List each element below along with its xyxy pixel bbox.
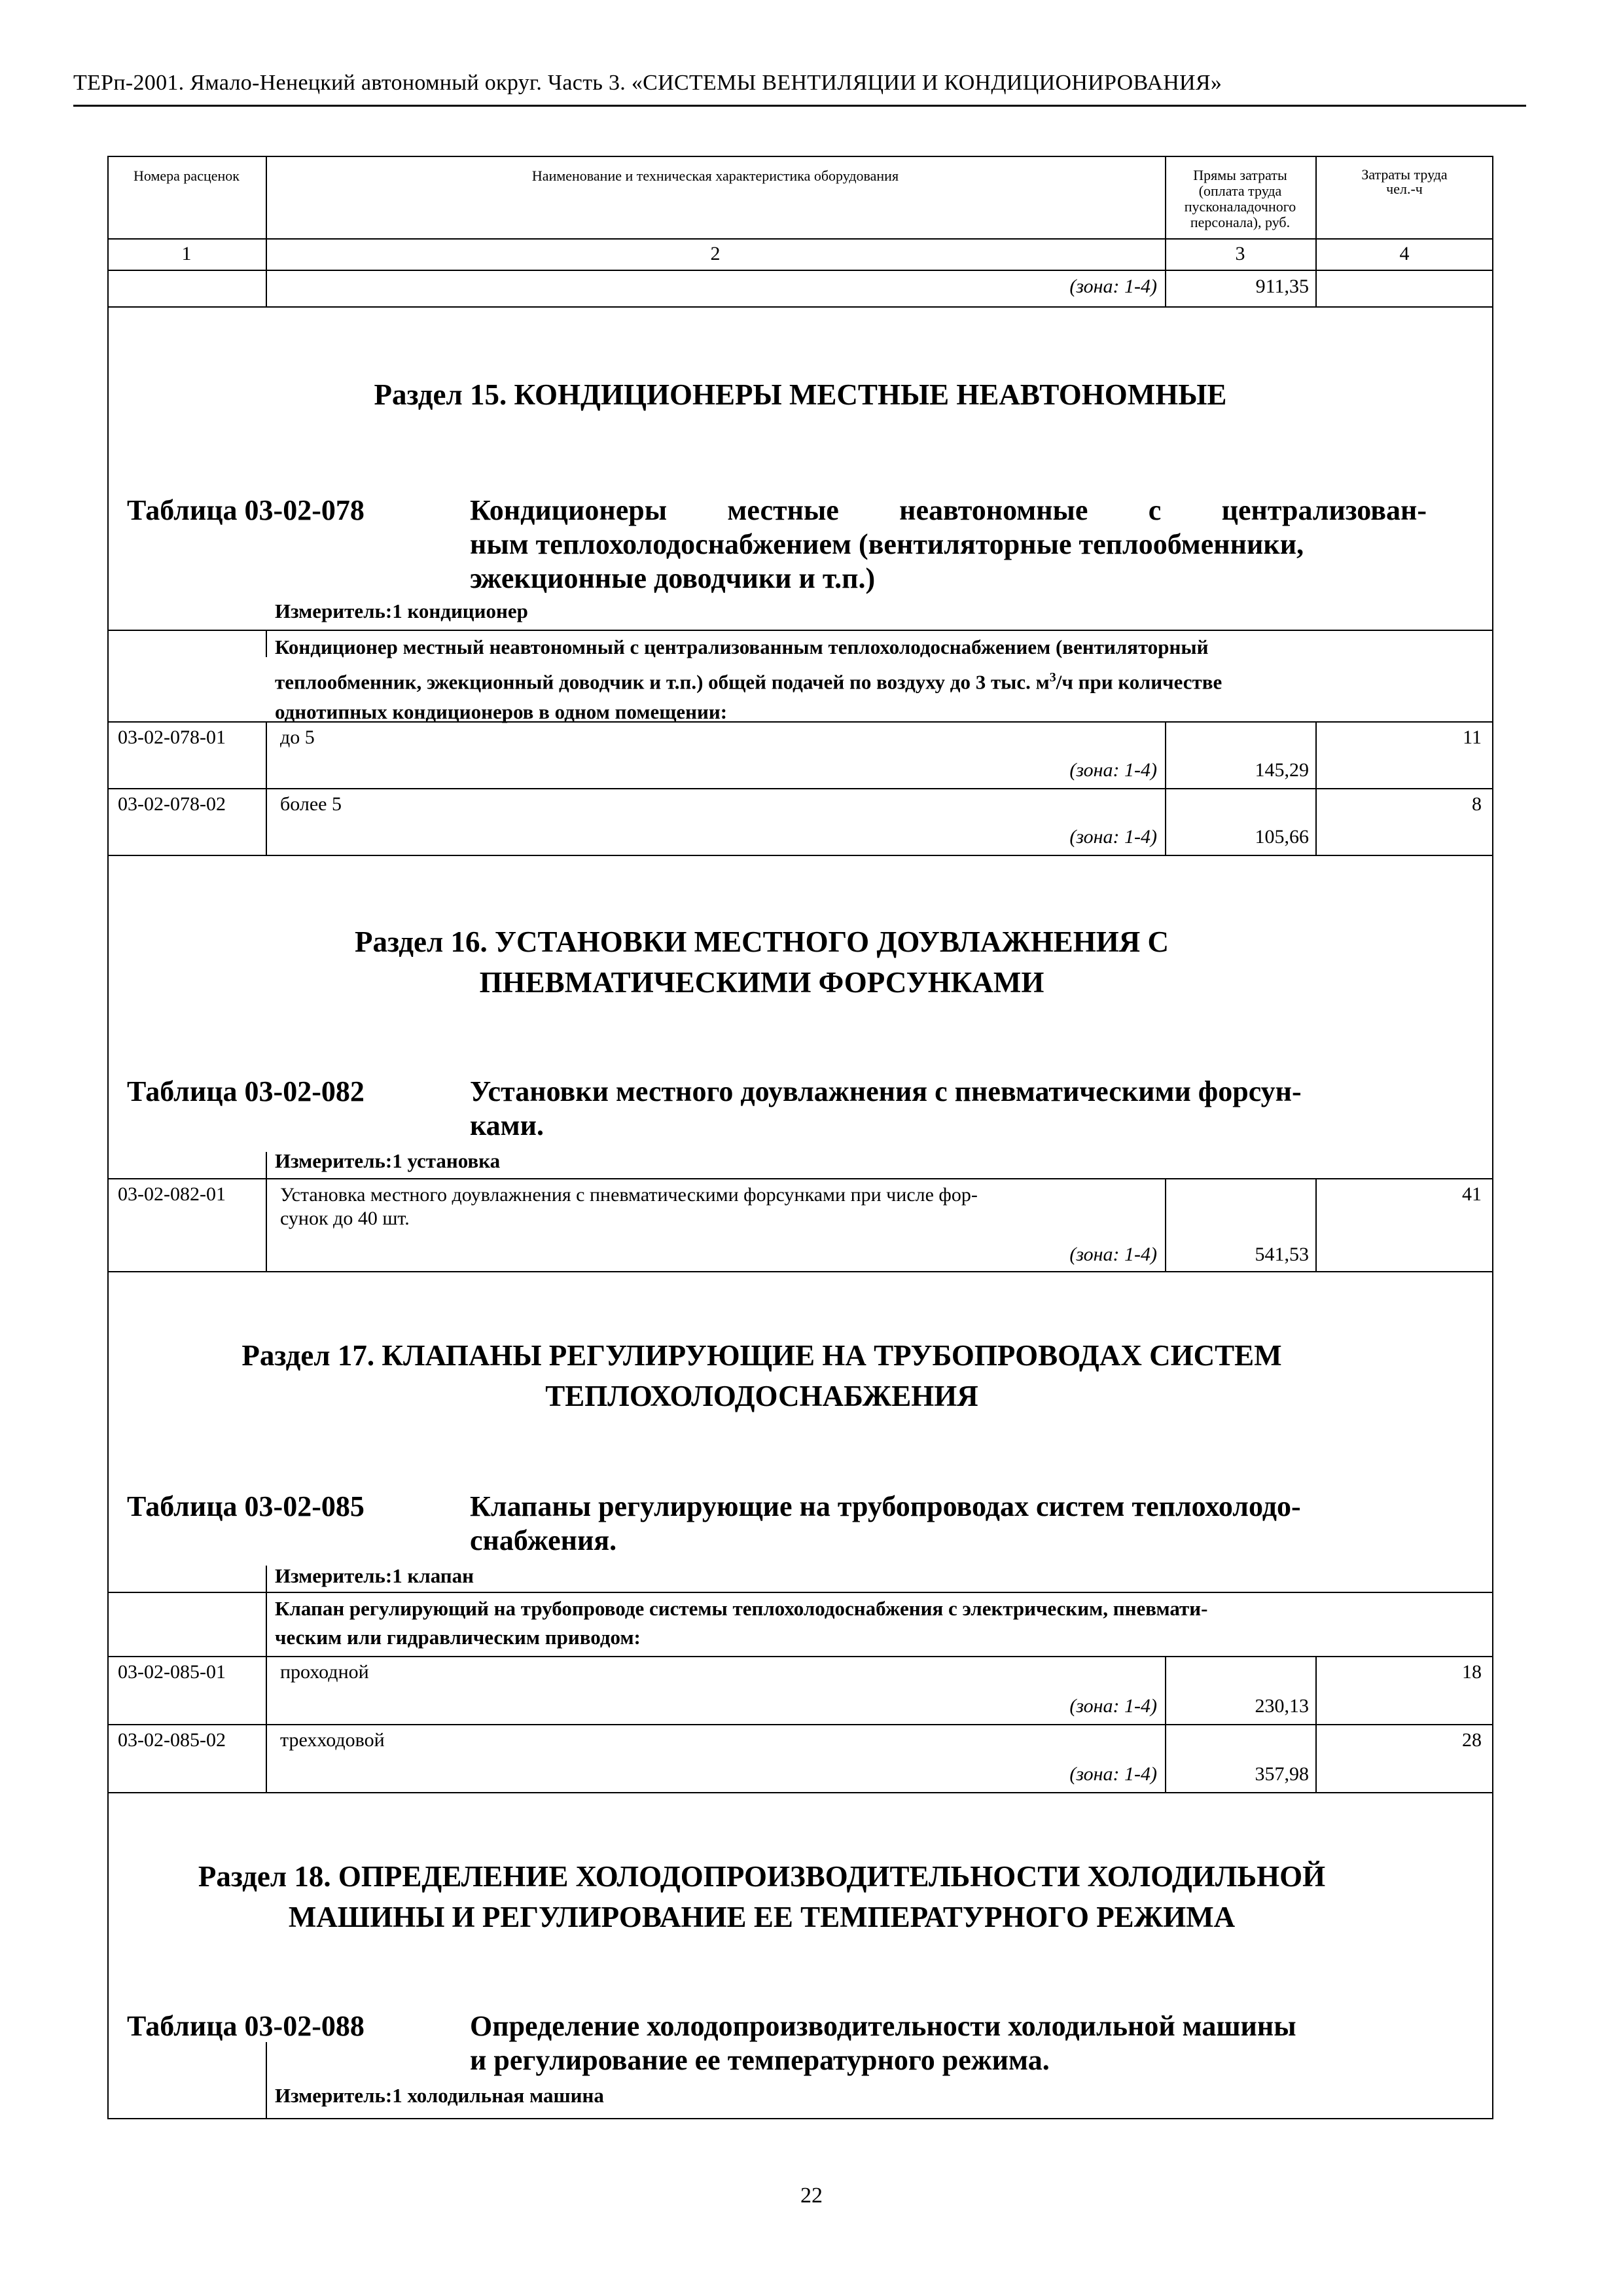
section-title-line: ПНЕВМАТИЧЕСКИМИ ФОРСУНКАМИ: [479, 966, 1044, 999]
col-header-line: Затраты труда: [1361, 166, 1448, 183]
section-title-line: Раздел 17. КЛАПАНЫ РЕГУЛИРУЮЩИЕ НА ТРУБОПРОВОДАХ СИСТЕМ: [241, 1339, 1282, 1372]
section-title-line: МАШИНЫ И РЕГУЛИРОВАНИЕ ЕЕ ТЕМПЕРАТУРНОГО РЕЖИМА: [288, 1901, 1236, 1933]
direct-cost: 541,53: [1255, 1244, 1309, 1265]
table-title-line: снабжения.: [470, 1524, 617, 1556]
zone-label: (зона: 1-4): [1069, 1763, 1157, 1785]
rule: [107, 1592, 1493, 1593]
zone-label: (зона: 1-4): [1069, 826, 1157, 848]
col-header-name: Наименование и техническая характеристика оборудования: [531, 168, 899, 184]
labor-cost: 18: [1462, 1661, 1482, 1683]
section-title-line: ТЕПЛОХОЛОДОСНАБЖЕНИЯ: [545, 1380, 978, 1412]
direct-cost: 145,29: [1255, 759, 1309, 781]
col-number-4: 4: [1399, 243, 1410, 264]
measure-unit: Измеритель:1 кондиционер: [275, 600, 528, 622]
zone-label: (зона: 1-4): [1069, 1695, 1157, 1717]
rate-code: 03-02-085-01: [118, 1661, 226, 1683]
col-header-line: пусконаладочного: [1184, 198, 1296, 215]
labor-cost: 11: [1463, 726, 1482, 748]
section-title-line: Раздел 16. УСТАНОВКИ МЕСТНОГО ДОУВЛАЖНЕНИЯ С: [354, 925, 1169, 958]
table-title: [470, 1075, 1302, 1143]
table-title: [470, 2009, 1296, 2077]
col-rule: [266, 2042, 267, 2119]
measure-unit: Измеритель:1 клапан: [275, 1564, 474, 1587]
rate-name: трехходовой: [280, 1729, 385, 1751]
col-number-1: 1: [181, 243, 192, 264]
labor-cost: 28: [1462, 1729, 1482, 1751]
rule: [107, 238, 1493, 240]
rule: [107, 1178, 1493, 1179]
rate-code: 03-02-078-02: [118, 793, 226, 815]
rule: [107, 1724, 1493, 1725]
rate-name: [280, 1183, 978, 1230]
rate-code: 03-02-085-02: [118, 1729, 226, 1751]
page-number: 22: [800, 2183, 823, 2208]
col-header-line: Прямы затраты: [1193, 167, 1287, 183]
col-rule: [266, 1566, 267, 1792]
direct-cost: 357,98: [1255, 1763, 1309, 1785]
col-number-2: 2: [710, 243, 721, 264]
labor-cost: 41: [1462, 1183, 1482, 1205]
rate-code: 03-02-078-01: [118, 726, 226, 748]
rate-name: до 5: [280, 726, 315, 748]
group-description: [275, 1594, 1207, 1652]
col-header-direct-costs: [1165, 168, 1315, 230]
desc-line: однотипных кондиционеров в одном помещении:: [275, 700, 728, 724]
col-header-line: персонала), руб.: [1190, 214, 1291, 230]
section-title-line: Раздел 18. ОПРЕДЕЛЕНИЕ ХОЛОДОПРОИЗВОДИТЕЛЬНОСТИ ХОЛОДИЛЬНОЙ: [198, 1860, 1326, 1893]
rule: [107, 855, 1493, 856]
rule: [107, 306, 1493, 308]
col-rule: [266, 630, 267, 657]
labor-cost: 8: [1472, 793, 1482, 815]
col-header-codes: Номера расценок: [134, 168, 240, 184]
section-15-title: Раздел 15. КОНДИЦИОНЕРЫ МЕСТНЫЕ НЕАВТОНОМНЫЕ: [374, 378, 1227, 411]
col-header-line: чел.-ч: [1386, 181, 1423, 197]
table-title-line: Кондиционеры местные неавтономные с централизован-: [470, 494, 1427, 526]
desc-line: Клапан регулирующий на трубопроводе системы теплохолодоснабжения с электрическим, пневмати-: [275, 1597, 1208, 1620]
direct-cost: 105,66: [1255, 826, 1309, 848]
running-header: ТЕРп-2001. Ямало-Ненецкий автономный округ. Часть 3. «СИСТЕМЫ ВЕНТИЛЯЦИИ И КОНДИЦИОНИРОВАНИЯ»: [73, 71, 1222, 95]
prev-cost: 911,35: [1255, 276, 1309, 297]
rule: [107, 1656, 1493, 1657]
table-title-line: Клапаны регулирующие на трубопроводах систем теплохолодо-: [470, 1490, 1301, 1522]
measure-unit: Измеритель:1 установка: [275, 1149, 501, 1172]
zone-label: (зона: 1-4): [1069, 759, 1157, 781]
group-description: [275, 632, 1222, 727]
col-header-line: (оплата труда: [1198, 183, 1282, 199]
rule: [107, 1792, 1493, 1793]
rule: [107, 630, 1493, 631]
table-label: Таблица 03-02-088: [127, 2010, 365, 2042]
rate-name-line: Установка местного доувлажнения с пневматическими форсунками при числе фор-: [280, 1184, 978, 1206]
section-17-title: [107, 1335, 1416, 1416]
table-title-line: ным теплохолодоснабжением (вентиляторные теплообменники,: [470, 528, 1304, 560]
rule: [107, 788, 1493, 789]
header-rule: [73, 105, 1526, 107]
measure-unit: Измеритель:1 холодильная машина: [275, 2084, 604, 2107]
rate-name: проходной: [280, 1661, 369, 1683]
desc-line: ческим или гидравлическим приводом:: [275, 1626, 641, 1649]
col-number-3: 3: [1235, 243, 1245, 264]
table-title: [470, 493, 1427, 596]
section-18-title: [107, 1856, 1416, 1937]
desc-line: теплообменник, эжекционный доводчик и т.п.) общей подачей по воздуху до 3 тыс. $м^3/ч$ при количестве: [275, 670, 1222, 694]
rate-name: более 5: [280, 793, 342, 815]
table-title-line: ками.: [470, 1109, 544, 1141]
rate-code: 03-02-082-01: [118, 1183, 226, 1205]
table-label: Таблица 03-02-078: [127, 494, 365, 526]
rule: [107, 1271, 1493, 1272]
desc-line: Кондиционер местный неавтономный с централизованным теплохолодоснабжением (вентиляторный: [275, 636, 1209, 658]
table-title: [470, 1490, 1301, 1558]
table-label: Таблица 03-02-085: [127, 1490, 365, 1522]
table-label: Таблица 03-02-082: [127, 1075, 365, 1107]
rate-name-line: сунок до 40 шт.: [280, 1208, 410, 1229]
table-title-line: Установки местного доувлажнения с пневматическими форсун-: [470, 1075, 1302, 1107]
direct-cost: 230,13: [1255, 1695, 1309, 1717]
table-title-line: Определение холодопроизводительности холодильной машины: [470, 2010, 1296, 2042]
col-header-labor: [1315, 168, 1493, 196]
zone-label: (зона: 1-4): [1069, 1244, 1157, 1265]
zone-label: (зона: 1-4): [1069, 276, 1157, 297]
section-16-title: [107, 922, 1416, 1003]
table-title-line: и регулирование ее температурного режима.: [470, 2044, 1050, 2076]
rule: [107, 270, 1493, 271]
table-title-line: эжекционные доводчики и т.п.): [470, 562, 876, 594]
